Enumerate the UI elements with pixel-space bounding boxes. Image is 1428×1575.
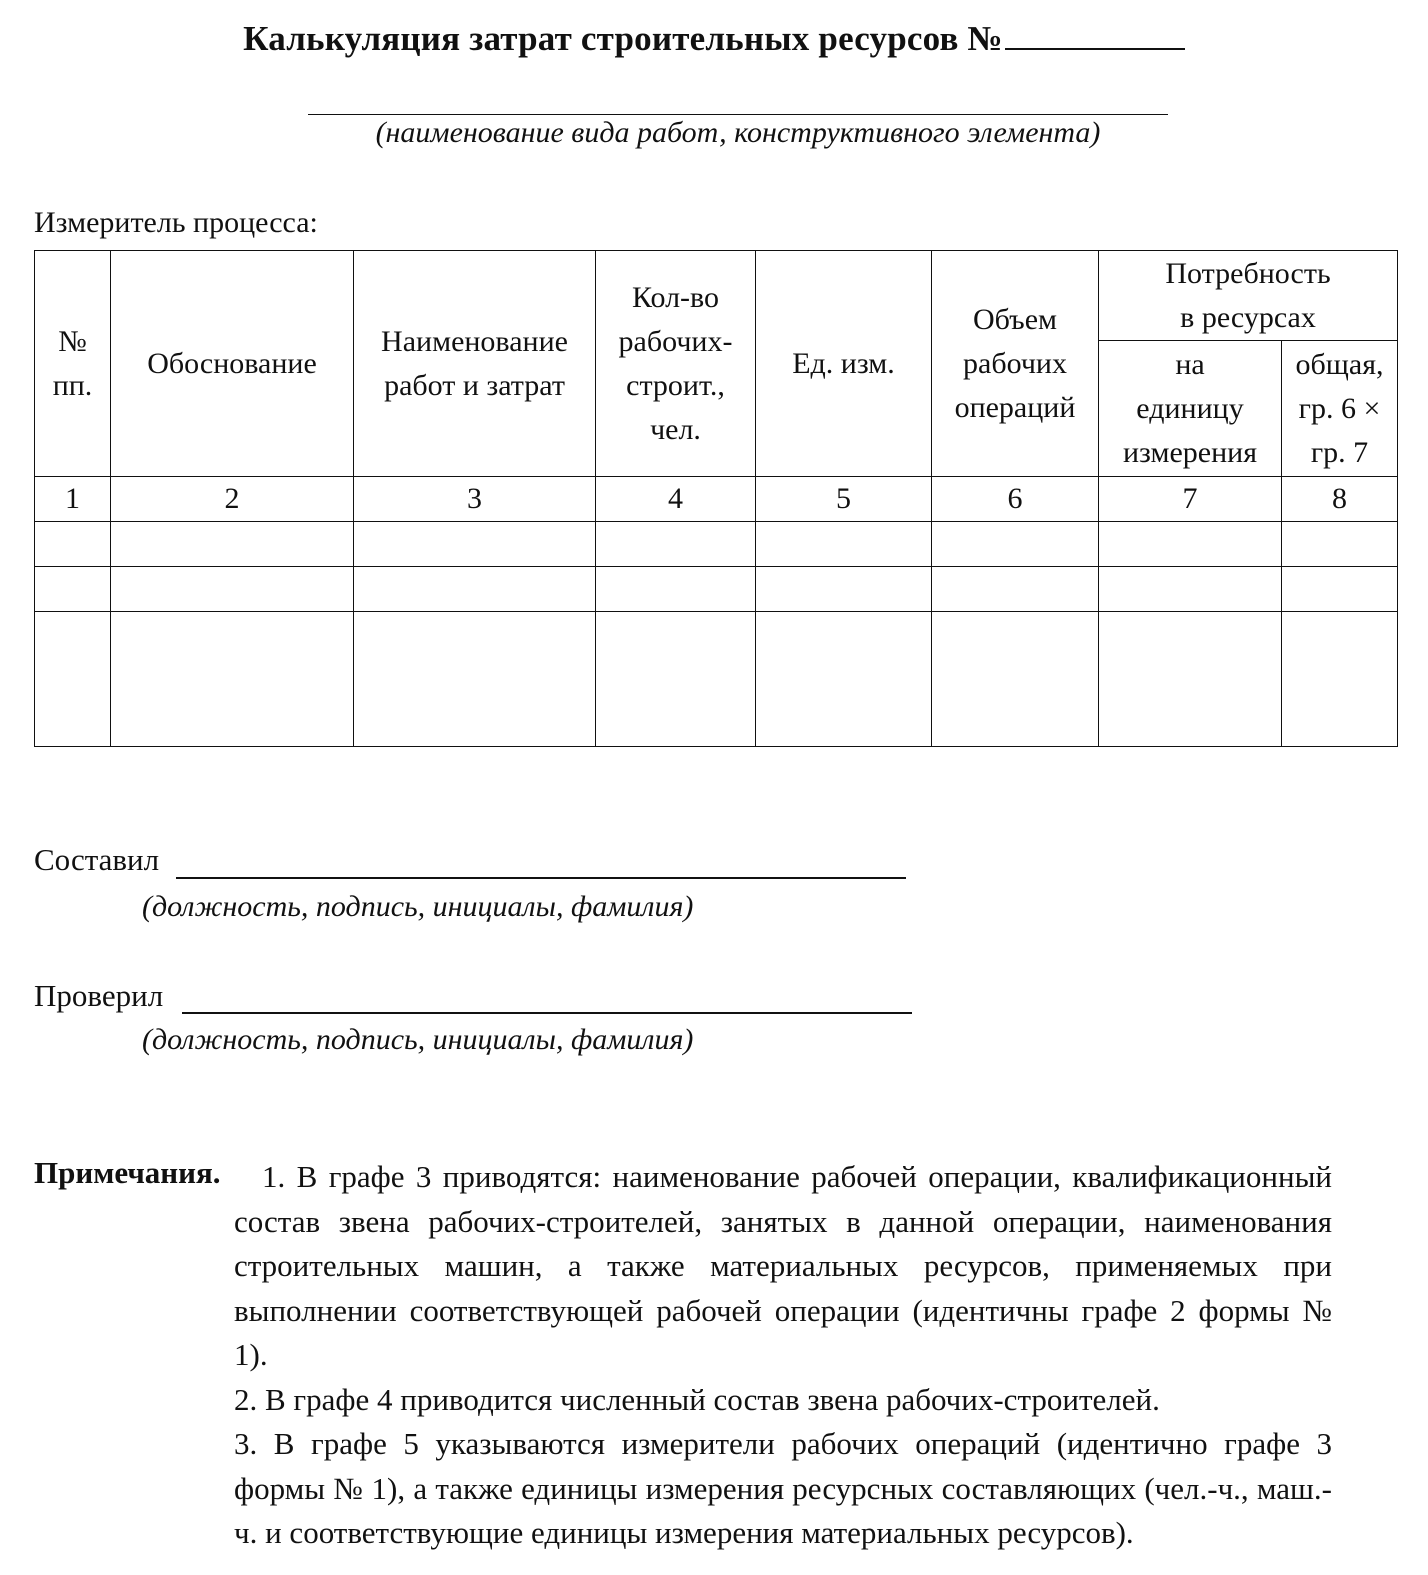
table-cell[interactable]	[354, 522, 596, 567]
header-work-name-line: Наименование	[381, 324, 568, 358]
header-justification-text: Обоснование	[147, 346, 317, 380]
header-per-unit-line: измерения	[1122, 435, 1257, 469]
header-workers-line: рабочих-	[618, 324, 733, 358]
header-total-line: гр. 7	[1310, 435, 1369, 469]
column-number: 3	[354, 477, 596, 522]
table-cell[interactable]	[354, 567, 596, 612]
header-work-name	[354, 251, 596, 477]
table-cell[interactable]	[756, 522, 932, 567]
column-number: 5	[756, 477, 932, 522]
document-title	[0, 18, 1428, 59]
header-workers-line: Кол-во	[631, 280, 720, 314]
title-text: Калькуляция затрат строительных ресурсов №	[243, 19, 1003, 58]
header-justification	[111, 251, 354, 477]
table-cell[interactable]	[1099, 522, 1282, 567]
header-resource-demand	[1099, 251, 1398, 341]
column-number: 2	[111, 477, 354, 522]
title-number-blank[interactable]	[1005, 18, 1185, 50]
table-cell[interactable]	[111, 522, 354, 567]
table-cell[interactable]	[1282, 612, 1398, 747]
table-row	[35, 612, 1398, 747]
table-cell[interactable]	[35, 567, 111, 612]
header-volume	[932, 251, 1099, 477]
column-number: 8	[1282, 477, 1398, 522]
work-type-blank-line[interactable]	[308, 114, 1168, 115]
header-total-line: общая,	[1295, 347, 1384, 381]
compiled-by-label: Составил	[34, 842, 160, 877]
header-number	[35, 251, 111, 477]
calculation-table	[34, 250, 1398, 747]
header-unit	[756, 251, 932, 477]
column-number: 1	[35, 477, 111, 522]
header-per-unit-line: единицу	[1136, 391, 1244, 425]
header-workers-line: чел.	[650, 412, 701, 446]
table-cell[interactable]	[596, 612, 756, 747]
table-row	[35, 522, 1398, 567]
header-number-line: №	[58, 324, 87, 358]
notes-label	[34, 1155, 221, 1191]
header-total-line: гр. 6 ×	[1298, 391, 1381, 425]
header-volume-line: Объем	[973, 302, 1057, 336]
notes-list	[234, 1155, 1332, 1556]
table-cell[interactable]	[1282, 522, 1398, 567]
column-number-row	[35, 477, 1398, 522]
table-cell[interactable]	[1099, 567, 1282, 612]
table-cell[interactable]	[111, 567, 354, 612]
header-workers-line: строит.,	[626, 368, 725, 402]
process-measure-label: Измеритель процесса:	[34, 206, 318, 239]
column-number: 4	[596, 477, 756, 522]
header-per-unit	[1099, 341, 1282, 477]
table-cell[interactable]	[35, 522, 111, 567]
note-item: 2. В графе 4 приводится численный состав звена рабочих-строителей.	[234, 1381, 1160, 1417]
column-number: 6	[932, 477, 1099, 522]
compiled-by-signature-line[interactable]	[176, 877, 906, 879]
table-cell[interactable]	[1099, 612, 1282, 747]
header-demand-line: Потребность	[1165, 256, 1331, 290]
work-type-caption: (наименование вида работ, конструктивного элемента)	[375, 116, 1101, 149]
table-cell[interactable]	[354, 612, 596, 747]
table-cell[interactable]	[932, 612, 1099, 747]
table-cell[interactable]	[756, 612, 932, 747]
table-cell[interactable]	[111, 612, 354, 747]
header-volume-line: рабочих	[963, 346, 1067, 380]
note-item: 1. В графе 3 приводятся: наименование рабочей операции, квалификационный состав звена рабочих-строителей, занятых в данной операции, наименования строительных машин, а также материальных ресурсов, применяемых при выполнении соответствующей рабочей операции (идентичны графе 2 формы № 1).	[234, 1159, 1332, 1372]
table-cell[interactable]	[932, 567, 1099, 612]
header-unit-text: Ед. изм.	[792, 346, 895, 380]
table-cell[interactable]	[1282, 567, 1398, 612]
table-cell[interactable]	[932, 522, 1099, 567]
header-total	[1282, 341, 1398, 477]
header-demand-line: в ресурсах	[1180, 300, 1316, 334]
table-cell[interactable]	[756, 567, 932, 612]
compiled-by-caption: (должность, подпись, инициалы, фамилия)	[142, 890, 694, 923]
table-row	[35, 567, 1398, 612]
column-number: 7	[1099, 477, 1282, 522]
header-workers-count	[596, 251, 756, 477]
notes-label-text: Примечания.	[34, 1155, 221, 1190]
table-cell[interactable]	[596, 567, 756, 612]
table-cell[interactable]	[35, 612, 111, 747]
note-item: 3. В графе 5 указываются измерители рабочих операций (идентично графе 3 формы № 1), а также единицы измерения ресурсных составляющих (чел.-ч., маш.-ч. и соответствующие единицы измерения материальных ресурсов).	[234, 1426, 1332, 1550]
header-number-line: пп.	[52, 368, 93, 402]
header-work-name-line: работ и затрат	[384, 368, 565, 402]
table-cell[interactable]	[596, 522, 756, 567]
header-per-unit-line: на	[1175, 347, 1205, 381]
checked-by-label: Проверил	[34, 978, 164, 1013]
header-volume-line: операций	[954, 390, 1076, 424]
checked-by-caption: (должность, подпись, инициалы, фамилия)	[142, 1023, 694, 1056]
checked-by-signature-line[interactable]	[182, 1012, 912, 1014]
